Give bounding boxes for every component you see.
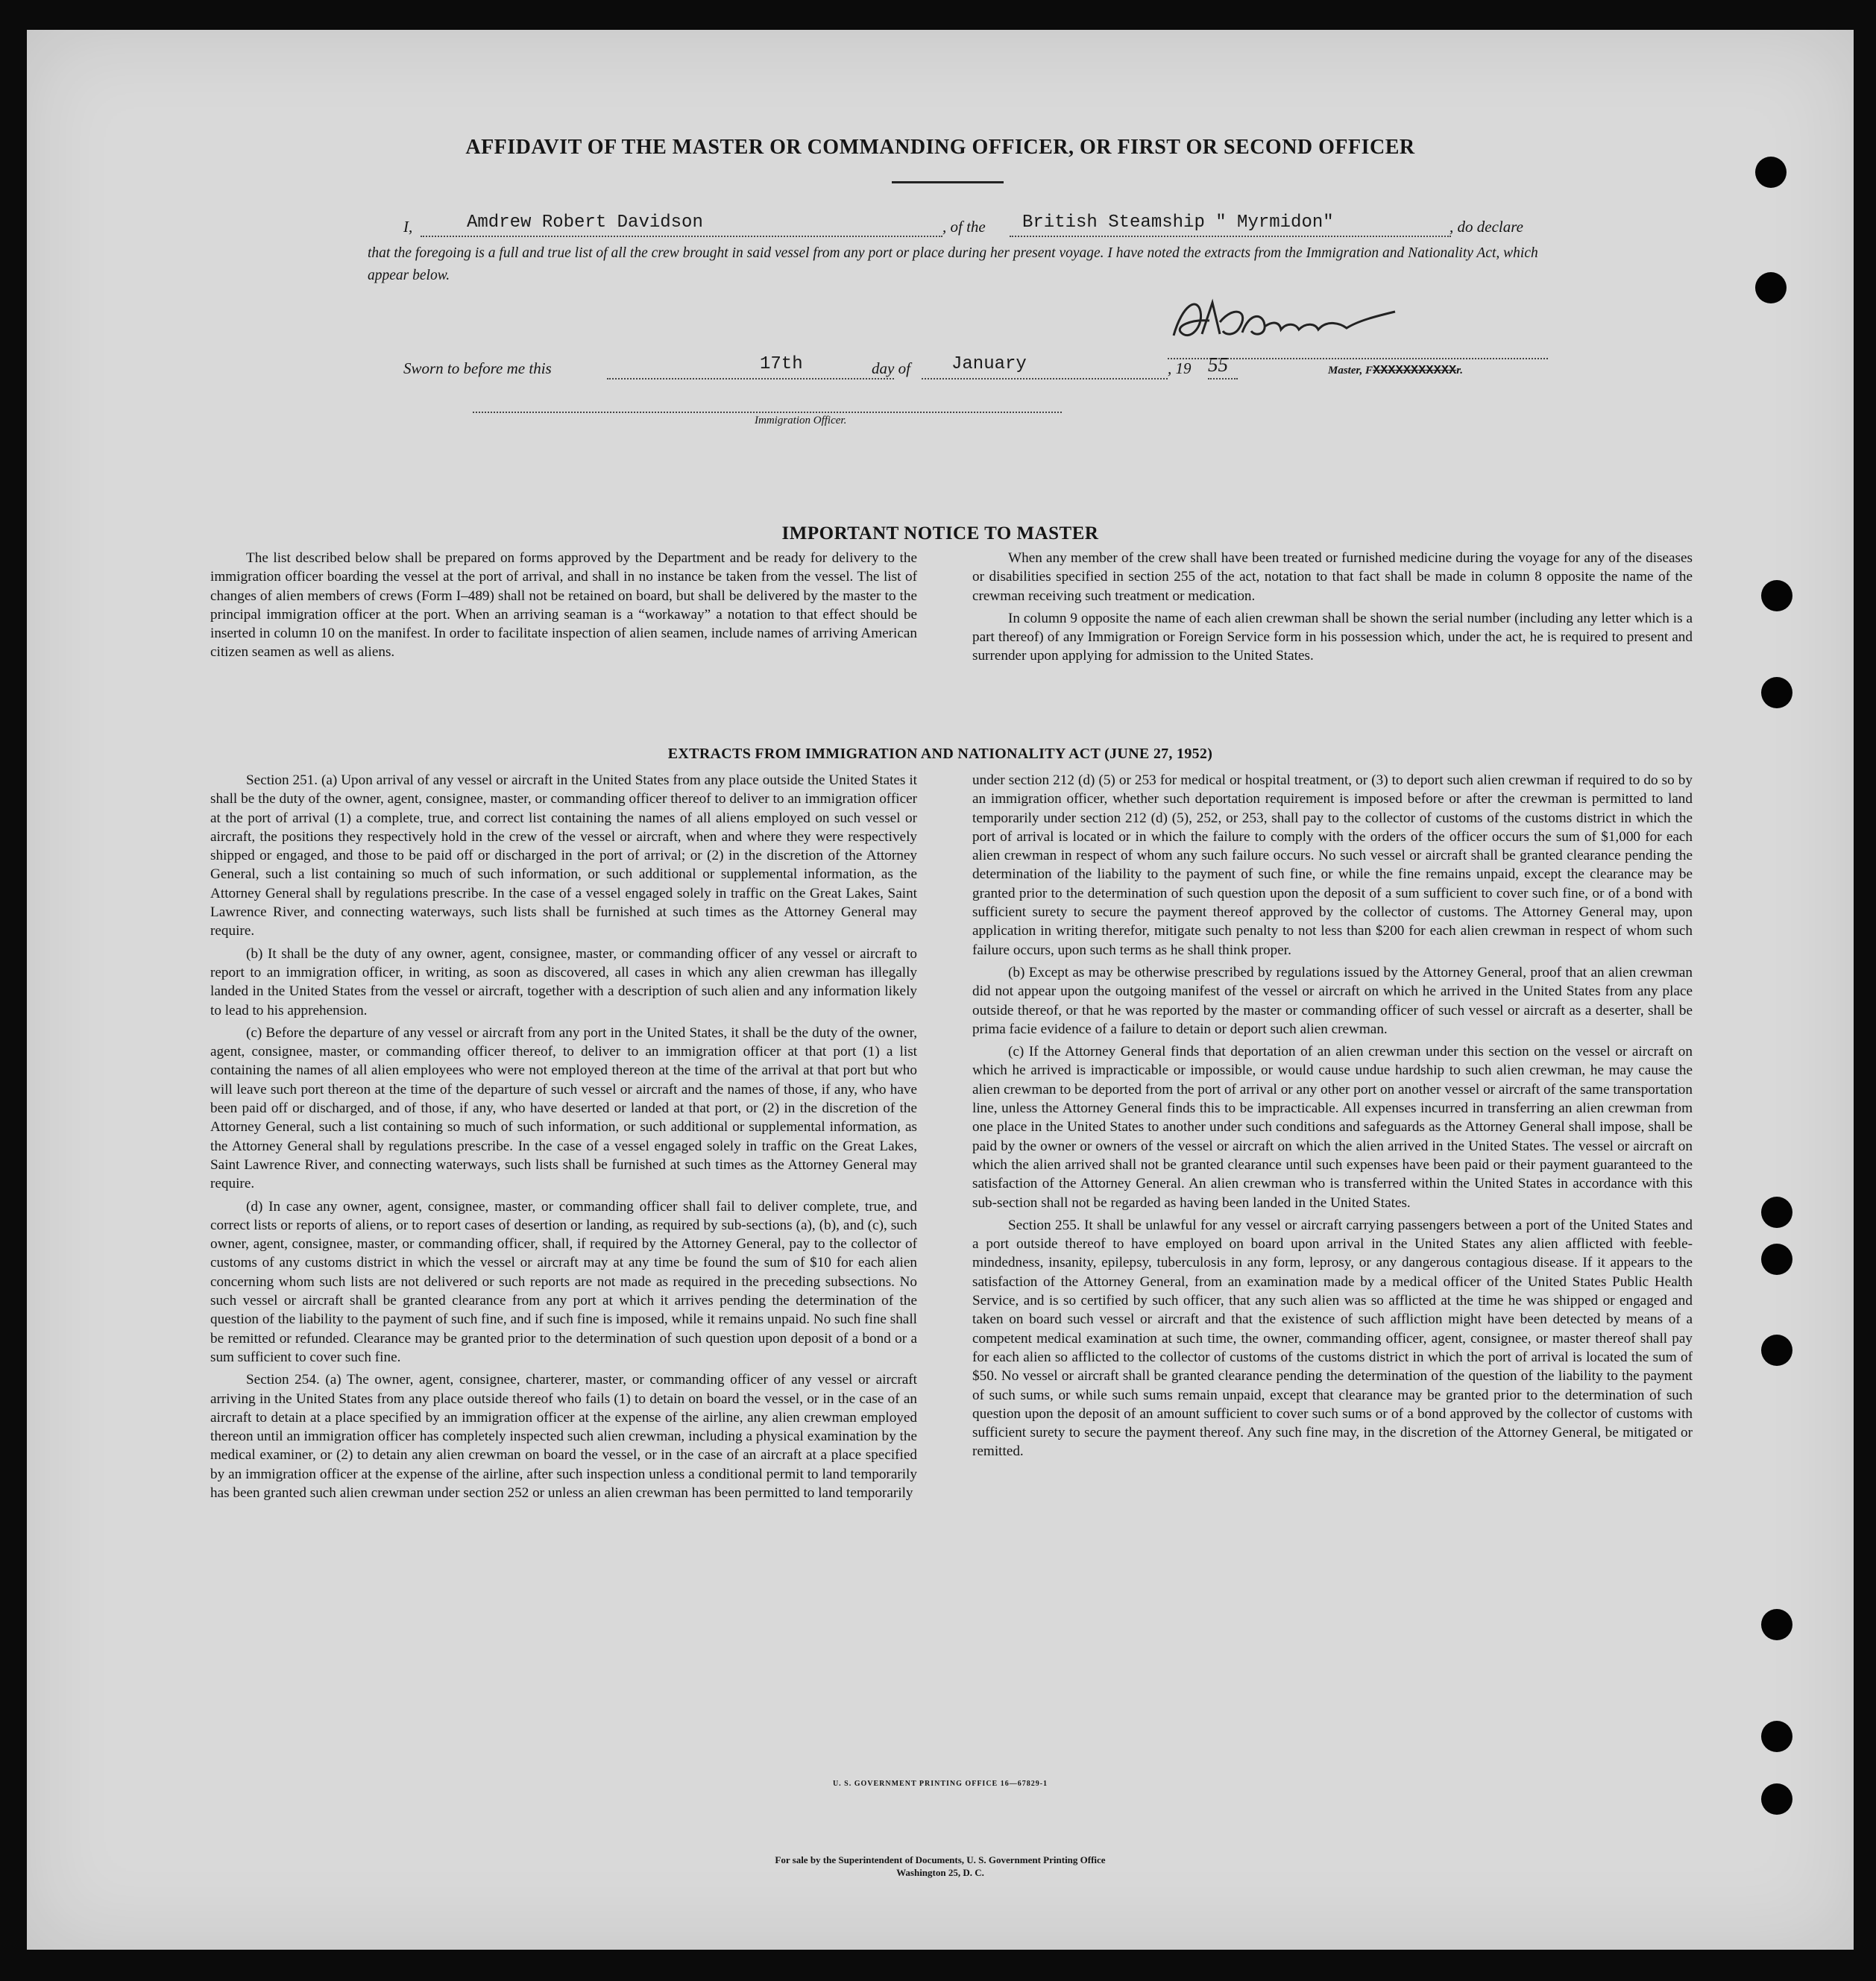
year-prefix: , 19: [1168, 359, 1192, 377]
name-line: [421, 236, 942, 237]
extracts-right-column: [972, 771, 1693, 1465]
section-254-c: (c) If the Attorney General finds that deportation of an alien crewman under this section on the vessel or aircraft on which he arrived is impracticable or impossible, or would cause undue hardship to such alien crewman, he may cause the alien crewman to be deported from the port of arrival or any other port on another vessel or aircraft of the same transportation line, unless the Attorney General finds this to be impracticable. All expenses incurred in transferring an alien crewman from one place in the United States to another under such conditions and safeguards as the Attorney General shall impose, shall be paid by the owner or owners of the vessel or aircraft on which the alien arrived in the United States. The vessel or aircraft on which the alien arrived shall not be granted clearance until such expenses have been paid or their payment guaranteed to the satisfaction of the Attorney General. An alien crewman who is transferred within the United States in accordance with this sub-section shall not be regarded as having been landed in the United States.: [972, 1044, 1693, 1211]
punch-hole-6: [1761, 1244, 1792, 1275]
sworn-day: 17th: [760, 354, 803, 374]
master-label-suffix: r.: [1456, 365, 1463, 377]
punch-hole-9: [1761, 1721, 1792, 1752]
notice-right-column: [972, 549, 1693, 670]
section-251-a: Section 251. (a) Upon arrival of any vessel or aircraft in the United States from any place outside the United States it shall be the duty of the owner, agent, consignee, master, or commanding officer thereof to deliver to an immigration officer at the port of arrival (1) a complete, true, and correct list containing the names of all aliens employed on such vessel or aircraft, the positions they respectively hold in the crew of the vessel or aircraft, when and where they were respectively shipped or engaged, and those to be paid off or discharged in the port of arrival; or (2) in the discretion of the Attorney General, such a list containing so much of such information, or such additional or supplemental information, as the Attorney General shall by regulations prescribe. In the case of a vessel engaged solely in traffic on the Great Lakes, Saint Lawrence River, and connecting waterways, such lists shall be furnished at such times as the Attorney General may require.: [210, 772, 917, 939]
notice-left-column: [210, 549, 917, 666]
sale-line-2: Washington 25, D. C.: [896, 1867, 984, 1878]
punch-hole-3: [1761, 580, 1792, 611]
title-rule: [892, 181, 1004, 183]
punch-hole-10: [1761, 1783, 1792, 1815]
notice-right-para-1: When any member of the crew shall have been treated or furnished medicine during the voyage for any of the diseases or disabilities specified in section 255 of the act, notation to that fact shall be made in column 8 opposite the name of the crewman receiving such treatment or medication.: [972, 550, 1693, 604]
section-254-a: Section 254. (a) The owner, agent, consignee, charterer, master, or commanding officer of any vessel or aircraft arriving in the United States from any place outside thereof who fails (1) to detain on board the vessel, or in the case of an aircraft to detain at a place specified by an immigration officer at the expense of the airline, any alien crewman employed thereon until an immigration officer has completely inspected such alien crewman, including a physical examination by the medical examiner, or (2) to detain any alien crewman on board the vessel, or in the case of an aircraft at a place specified by an immigration officer at the expense of the airline, after such inspection unless a conditional permit to land temporarily has been granted such alien crewman under section 252 or unless an alien crewman has been permitted to land temporarily: [210, 1372, 917, 1501]
section-251-c: (c) Before the departure of any vessel or aircraft from any port in the United States, it shall be the duty of the owner, agent, consignee, master, or commanding officer thereof, to deliver to an immigration officer at that port (1) a list containing the names of all alien employees who were not employed thereon at the time of the arrival at that port but who will leave such port thereon at the time of the departure of such vessel or aircraft and the names of those, if any, who have been paid off or discharged, and of those, if any, who have deserted or landed at that port, or (2) in the discretion of the Attorney General, such a list containing so much of such information, or such additional or supplemental information, as the Attorney General shall by regulations prescribe. In the case of a vessel engaged solely in traffic on the Great Lakes, Saint Lawrence River, and connecting waterways, such lists shall be furnished at such times as the Attorney General may require.: [210, 1024, 917, 1192]
extracts-title: EXTRACTS FROM IMMIGRATION AND NATIONALITY ACT (JUNE 27, 1952): [667, 746, 1213, 762]
notice-right-para-2: In column 9 opposite the name of each alien crewman shall be shown the serial number (including any letter which is a part thereof) of any Immigration or Foreign Service form in his possession which, under the act, he is required to present and surrender upon applying for admission to the United States.: [972, 610, 1693, 664]
gpo-imprint: U. S. GOVERNMENT PRINTING OFFICE 16—67829-1: [832, 1780, 1048, 1788]
punch-hole-8: [1761, 1609, 1792, 1640]
section-255: Section 255. It shall be unlawful for any vessel or aircraft carrying passengers between a port of the United States and a port outside thereof to have employed on board upon arrival in the United States any alien afflicted with feeble-mindedness, insanity, epilepsy, tuberculosis in any form, leprosy, or any dangerous contagious disease. If it appears to the satisfaction of the Attorney General, from an examination made by a medical officer of the United States Public Health Service, and is so certified by such officer, that any such alien was so afflicted at the time he was shipped or engaged and taken on board such vessel or aircraft and that the existence of such affliction might have been detected by means of a competent medical examination at such time, the owner, commanding officer, agent, consignee, or master thereof shall pay for each alien so afflicted to the collector of customs of the customs district in which the port of arrival is located the sum of $50. No vessel or aircraft shall be granted clearance pending the determination of the question of the liability to the payment of such sums, or while such sums remain unpaid, except that clearance may be granted prior to the determination of such question upon the deposit of an amount sufficient to cover such sums or of a bond approved by the collector of customs with sufficient surety to secure the payment thereof. Any such fine may, in the discretion of the Attorney General, be mitigated or remitted.: [972, 1217, 1693, 1460]
sworn-label: Sworn to before me this: [403, 359, 552, 377]
master-label: [1328, 364, 1463, 378]
section-254-b: (b) Except as may be otherwise prescribed by regulations issued by the Attorney General, proof that an alien crewman did not appear upon the outgoing manifest of the vessel or aircraft on which he arrived in the United States from any place outside thereof, or that he was reported by the master or commanding officer of such vessel or aircraft as a deserter, shall be prima facie evidence of a failure to detain or deport such alien crewman.: [972, 964, 1693, 1037]
sale-notice: [27, 1854, 1854, 1879]
punch-hole-2: [1755, 272, 1787, 303]
month-line: [922, 378, 1168, 379]
officer-line: [473, 412, 1062, 413]
punch-hole-7: [1761, 1335, 1792, 1366]
punch-hole-1: [1755, 157, 1787, 188]
declaration-text: that the foregoing is a full and true list of all the crew brought in said vessel from any port or place during her present voyage. I have noted the extracts from the Immigration and Nationality Act, which appear below.: [368, 245, 1538, 283]
affidavit-page: [27, 30, 1854, 1950]
punch-hole-5: [1761, 1197, 1792, 1228]
punch-hole-4: [1761, 677, 1792, 708]
extracts-left-column: [210, 771, 917, 1506]
of-the-label: , of the: [942, 218, 986, 236]
notice-title: IMPORTANT NOTICE TO MASTER: [781, 523, 1099, 544]
sworn-year: 55: [1208, 353, 1228, 376]
vessel-name: British Steamship " Myrmidon": [1022, 212, 1334, 233]
master-label-struck: XXXXXXXXXXX: [1373, 364, 1457, 378]
sworn-month: January: [951, 354, 1027, 374]
affidavit-title: AFFIDAVIT OF THE MASTER OR COMMANDING OFFICER, OR FIRST OR SECOND OFFICER: [465, 136, 1415, 159]
notice-left-para: The list described below shall be prepared on forms approved by the Department and be ready for delivery to the immigration officer boarding the vessel at the port of arrival, and shall in no instance be taken from the vessel. The list of changes of alien members of crews (Form I–489) shall not be retained on board, but shall be delivered by the master to the principal immigration officer at the port. When an arriving seaman is a “workaway” a notation to that effect should be inserted in column 10 on the manifest. In order to facilitate inspection of alien seamen, include names of arriving American citizen seamen as well as aliens.: [210, 550, 917, 661]
officer-label: Immigration Officer.: [755, 415, 847, 426]
sale-line-1: For sale by the Superintendent of Documents, U. S. Government Printing Office: [775, 1854, 1106, 1865]
master-signature: [1168, 289, 1414, 356]
day-of-label: day of: [872, 359, 910, 377]
vessel-line: [1010, 236, 1451, 237]
do-declare-label: , do declare: [1450, 218, 1523, 236]
year-line: [1208, 378, 1238, 379]
master-label-prefix: Master, F: [1328, 365, 1373, 377]
i-label: I,: [403, 218, 413, 236]
master-name: Amdrew Robert Davidson: [467, 212, 703, 233]
section-251-b: (b) It shall be the duty of any owner, agent, consignee, master, or commanding officer of any vessel or aircraft to report to an immigration officer, in writing, as soon as discovered, all cases in which any alien crewman has illegally landed in the United States from the vessel or aircraft, together with a description of such alien and any information likely to lead to his apprehension.: [210, 945, 917, 1018]
day-line: [607, 378, 894, 379]
section-254-a-cont: under section 212 (d) (5) or 253 for medical or hospital treatment, or (3) to deport such alien crewman if required to do so by an immigration officer, whether such deportation requirement is imposed before or after the crewman is permitted to land temporarily under section 212 (d) (5), 252, or 253, shall pay to the collector of customs of the customs district in which the port of arrival is located or in which the failure to comply with the orders of the officer occurs the sum of $1,000 for each alien crewman in respect of whom any such failure occurs. No such vessel or aircraft shall be granted clearance pending the determination of the liability to the payment of such fine, or while the fine remains unpaid, except the clearance may be granted prior to the determination of such question upon the deposit of a sum sufficient to cover such fine, or of a bond with sufficient surety to secure the payment thereof approved by the collector of customs. The Attorney General may, upon application in writing therefor, mitigate such penalty to not less than $200 for each alien crewman in respect of whom such failure occurs, upon such terms as he shall think proper.: [972, 772, 1693, 958]
section-251-d: (d) In case any owner, agent, consignee, master, or commanding officer shall fail to deliver complete, true, and correct lists or reports of aliens, or to report cases of desertion or landing, as required by sub-sections (a), (b), and (c), such owner, agent, consignee, master, or commanding officer, shall, if required by the Attorney General, pay to the collector of customs of any customs district in which the vessel or aircraft may at any time be found the sum of $10 for each alien concerning whom such lists are not delivered or such reports are not made as required in the preceding subsections. No such vessel or aircraft shall be granted clearance from any port at which it arrives pending the determination of the question of the liability to the payment of such fine, and if such fine is imposed, while it remains unpaid. No such fine shall be remitted or refunded. Clearance may be granted prior to the determination of such question upon deposit of a bond or a sum sufficient to cover such fine.: [210, 1198, 917, 1365]
